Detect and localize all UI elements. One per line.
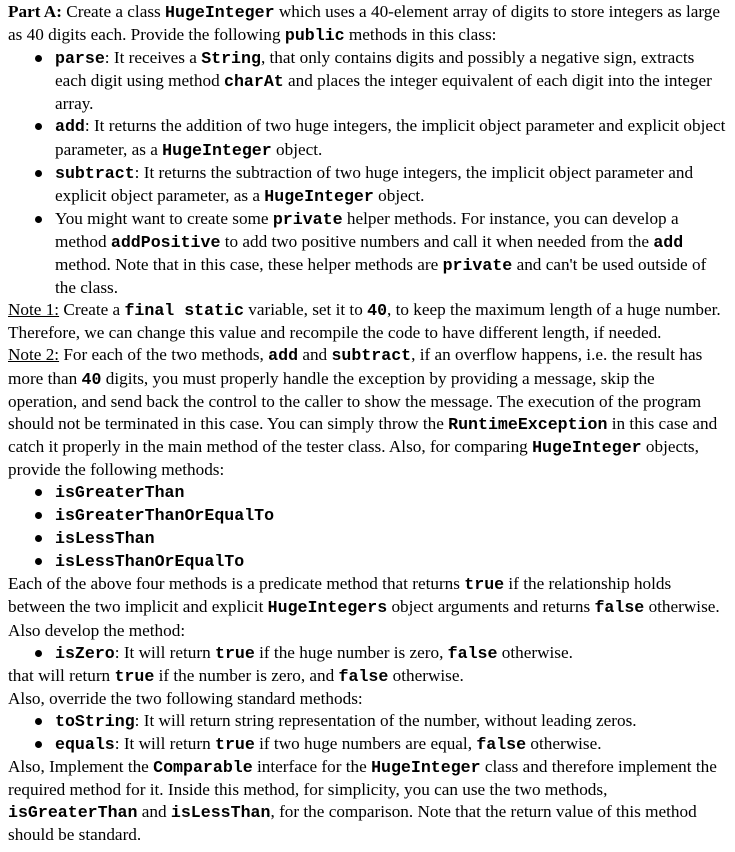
code-true: true [464,575,505,595]
list-item-helpers: You might want to create some private helper methods. For instance, you can develop a method addPositive to add two positive numbers and call it when needed from the add method. Note that in this case, these helper methods are private and can't be used outside of the class. [8,208,727,299]
predicate-paragraph: Each of the above four methods is a predicate method that returns true if the relationship holds between the two implicit and explicit HugeIntegers object arguments and returns false otherwise. Also develop the method: [8,574,720,640]
code-isgreaterthanorequalto: isGreaterThanOrEqualTo [55,506,275,526]
code-hugeinteger: HugeInteger [162,140,272,160]
code-string: String [201,49,261,69]
code-true: true [215,643,255,663]
code-subtract: subtract [55,163,135,183]
code-tostring: toString [55,711,135,731]
code-false: false [338,666,389,686]
comparison-methods-list [8,481,727,573]
list-item-parse: parse: It receives a String, that only contains digits and possibly a negative sign, extracts each digit using method charAt and places the integer equivalent of each digit into the integer array. [8,47,727,115]
code-false: false [594,598,645,618]
code-hugeinteger: HugeInteger [371,758,481,778]
code-forty: 40 [81,369,102,389]
code-add: add [55,117,85,137]
code-public: public [284,26,345,46]
code-true: true [114,666,155,686]
iszero-description: that will return true if the number is zero, and false otherwise. [8,665,464,686]
code-iszero: isZero [55,643,115,663]
code-false: false [447,643,498,663]
code-hugeinteger: HugeInteger [532,437,642,457]
part-a-paragraph: Part A: Create a class HugeInteger which uses a 40-element array of digits to store integers as large as 40 digits each. Provide the following public methods in this class: [8,2,721,46]
code-add: add [268,346,299,366]
code-runtimeexception: RuntimeException [448,414,608,434]
iszero-list [8,642,727,665]
note-2-paragraph: Note 2: For each of the two methods, add and subtract, if an overflow happens, i.e. the result has more than 40 digits, you must properly handle the exception by providing a message, skip the operation, and send back the control to the caller to show the message. The execution of the program should not be terminated in this case. You can simply throw the RuntimeException in this case and catch it properly in the main method of the tester class. Also, for comparing HugeInteger objects, provide the following methods: [8,345,718,479]
note-1-paragraph: Note 1: Create a final static variable, set it to 40, to keep the maximum length of a huge number. Therefore, we can change this value and recompile the code to have different length, if needed. [8,300,721,343]
list-item-add: add: It returns the addition of two huge integers, the implicit object parameter and explicit object parameter, as a HugeInteger object. [8,115,727,161]
code-isgreaterthan: isGreaterThan [8,803,138,823]
code-addpositive: addPositive [110,232,221,252]
code-equals: equals [55,735,115,754]
list-item-comparison [8,550,727,573]
list-item-comparison [8,504,727,527]
note-1-label: Note 1: [8,300,60,320]
code-islessthan: isLessThan [170,803,271,823]
list-item-equals: equals: It will return true if two huge numbers are equal, false otherwise. [8,733,727,756]
code-false: false [476,735,527,754]
methods-list [8,47,727,299]
code-islessthanorequalto: isLessThanOrEqualTo [55,552,245,572]
code-true: true [215,735,255,754]
code-private: private [272,209,343,229]
code-final-static: final static [124,301,244,321]
list-item-tostring: toString: It will return string representation of the number, without leading zeros. [8,710,727,733]
list-item-comparison [8,527,727,550]
code-add: add [653,232,684,252]
code-hugeinteger: HugeInteger [264,186,374,206]
code-forty: 40 [367,301,388,321]
list-item-iszero: isZero: It will return true if the huge number is zero, false otherwise. [8,642,727,665]
code-charat: charAt [223,72,284,92]
comparable-paragraph: Also, Implement the Comparable interface for the HugeInteger class and therefore implement the required method for it. Inside this method, for simplicity, you can use the two methods, isGreaterThan and isLessThan, for the comparison. Note that the return value of this method should be standard. [8,757,717,845]
code-isgreaterthan: isGreaterThan [55,482,185,502]
code-subtract: subtract [331,346,412,366]
override-methods-list [8,710,727,756]
code-parse: parse [55,49,105,69]
part-a-label: Part A: [8,2,62,21]
code-comparable: Comparable [153,758,253,778]
code-islessthan: isLessThan [55,529,155,549]
override-paragraph: Also, override the two following standard methods: [8,688,363,708]
list-item-comparison [8,481,727,504]
note-2-label: Note 2: [8,345,60,365]
list-item-subtract: subtract: It returns the subtraction of two huge integers, the implicit object parameter and explicit object parameter, as a HugeInteger object. [8,162,727,208]
code-private: private [442,256,513,276]
code-hugeinteger: HugeInteger [165,3,275,22]
code-hugeintegers: HugeIntegers [267,598,388,618]
